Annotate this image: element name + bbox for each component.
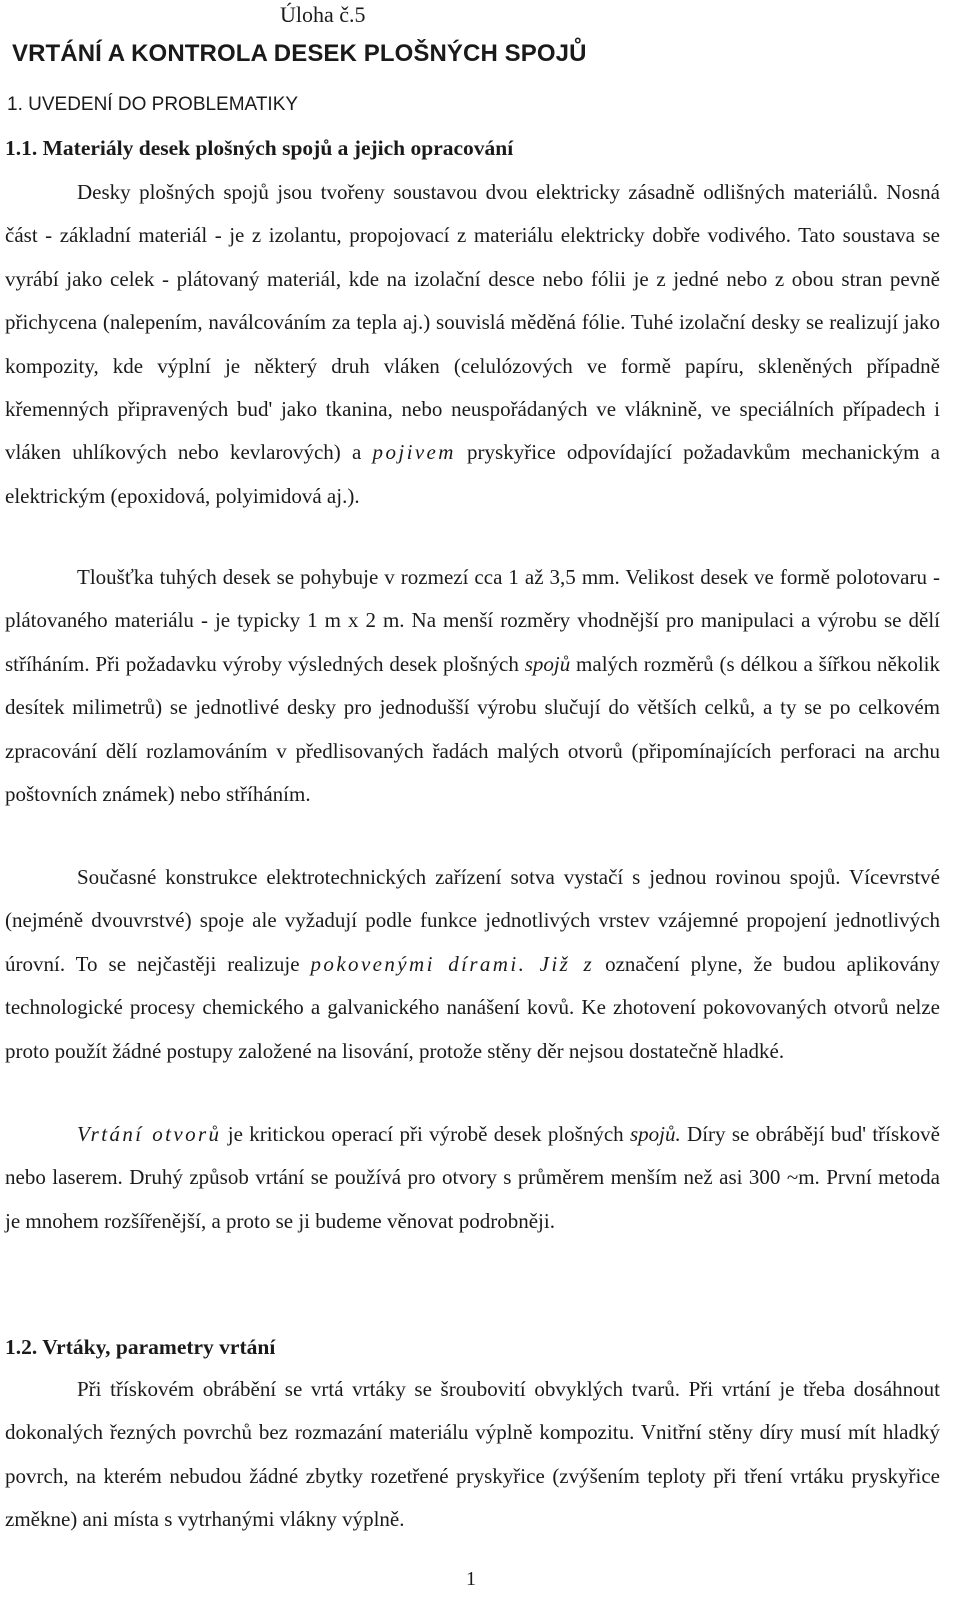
paragraph-text: Při třískovém obrábění se vrtá vrtáky se šroubovití obvyklých tvarů. Při vrtání je třeba dosáhnout dokonalých řezných povrchů bez rozmazání materiálu výplně kompozitu. Vnitřní stěny díry musí mít hladký povrch, na kterém nebudou žádné zbytky rozetřené pryskyřice (zvýšením teploty při tření vrtáku pryskyřice změkne) ani místa s vytrhanými vlákny výplně. xyxy=(5,1377,940,1532)
section-title: Materiály desek plošných spojů a jejich opracování xyxy=(42,136,514,160)
section-title: Vrtáky, parametry vrtání xyxy=(42,1335,276,1359)
paragraph-drilling xyxy=(5,1113,940,1243)
section-1-2-heading xyxy=(5,1335,275,1360)
paragraph-drills xyxy=(5,1368,940,1542)
page-number: 1 xyxy=(466,1568,476,1590)
section-number: 1.2. xyxy=(5,1335,38,1359)
emphasis-text: Již z xyxy=(526,951,595,976)
emphasis-text: pokovenými dírami. xyxy=(310,951,527,976)
paragraph-text: Tloušťka tuhých desek se pohybuje v rozmezí cca 1 až 3,5 mm. Velikost desek ve formě polotovaru - plátovaného materiálu - je typicky 1 m x 2 m. Na menší rozměry vhodnější pro manipulaci a výrobu se dělí stříháním. Při požadavku výroby výsledných desek plošných xyxy=(5,565,940,676)
emphasis-text: Vrtání otvorů xyxy=(77,1122,222,1146)
emphasis-text: spojů. xyxy=(629,1122,681,1146)
emphasis-text: spojů xyxy=(524,651,571,676)
paragraph-text: malých rozměrů (s délkou a šířkou několik desítek milimetrů) se jednotlivé desky pro jednodušší výrobu slučují do větších celků, a ty se po celkovém zpracování dělí rozlamováním v předlisovaných řadách malých otvorů (připomínajících perforaci na archu poštovních známek) nebo stříháním. xyxy=(5,651,940,807)
paragraph-text: pryskyřice odpovídající požadavkům mechanickým a elektrickým (epoxidová, polyimidová aj.). xyxy=(5,440,940,508)
paragraph-text: Desky plošných spojů jsou tvořeny soustavou dvou elektricky zásadně odlišných materiálů. Nosná část - základní materiál - je z izolantu, propojovací z materiálu elektricky dobře vodivého. Tato soustava se vyrábí jako celek - plátovaný materiál, kde na izolační desce nebo fólii je z jedné nebo z obou stran pevně přichycena (nalepením, naválcováním za tepla aj.) souvislá měděná fólie. Tuhé izolační desky se realizují jako kompozity, kde výplní je některý druh vláken (celulózových ve formě papíru, skleněných případně křemenných připravených bud' jako tkanina, nebo neuspořádaných ve vláknině, ve speciálních případech i vláken uhlíkových nebo kevlarových) a xyxy=(5,180,940,465)
section-number: 1.1. xyxy=(5,136,38,160)
emphasis-text: pojivem xyxy=(372,440,456,465)
paragraph-text: Díry se obrábějí bud' třískově nebo laserem. Druhý způsob vrtání se používá pro otvory s průměrem menším než asi 300 ~m. První metoda je mnohem rozšířenější, a proto se ji budeme věnovat podrobněji. xyxy=(5,1122,941,1233)
section-1-1-heading xyxy=(5,136,513,161)
task-label: Úloha č.5 xyxy=(280,2,366,27)
paragraph-multilayer xyxy=(5,856,940,1073)
paragraph-text: Současné konstrukce elektrotechnických zařízení sotva vystačí s jednou rovinou spojů. Vícevrstvé (nejméně dvouvrstvé) spoje ale vyžadují podle funkce jednotlivých vrstev vzájemné propojení jednotlivých úrovní. To se nejčastěji realizuje xyxy=(5,865,940,976)
paragraph-materials xyxy=(5,171,940,518)
paragraph-text: je kritickou operací při výrobě desek plošných xyxy=(221,1122,630,1146)
paragraph-thickness xyxy=(5,556,940,816)
document-title: VRTÁNÍ A KONTROLA DESEK PLOŠNÝCH SPOJŮ xyxy=(12,40,587,67)
paragraph-text: označení plyne, že budou aplikovány technologické procesy chemického a galvanického nanášení kovů. Ke zhotovení pokovovaných otvorů nelze proto použít žádné postupy založené na lisování, protože stěny děr nejsou dostatečně hladké. xyxy=(5,951,940,1063)
chapter-heading: 1. UVEDENÍ DO PROBLEMATIKY xyxy=(7,94,299,115)
